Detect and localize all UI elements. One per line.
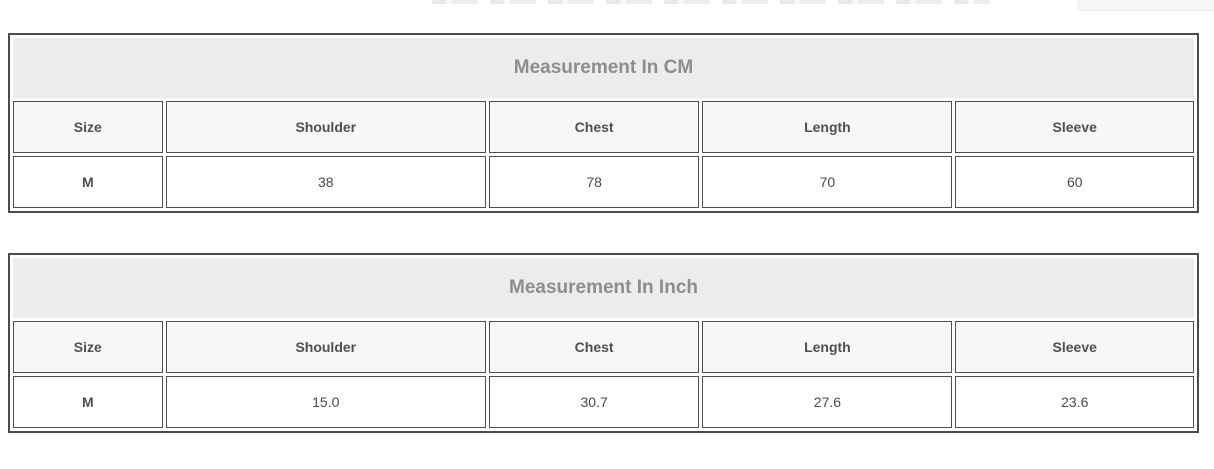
cell-sleeve-inch: 23.6 (955, 376, 1194, 428)
table-title-row (13, 258, 1194, 318)
cell-sleeve-cm: 60 (955, 156, 1194, 208)
table-header-row (13, 101, 1194, 153)
column-header-sleeve: Sleeve (955, 101, 1194, 153)
table-row (13, 376, 1194, 428)
table-title-inch: Measurement In Inch (13, 258, 1194, 318)
column-header-length: Length (702, 321, 952, 373)
cell-shoulder-cm: 38 (166, 156, 486, 208)
table-title-cm: Measurement In CM (13, 38, 1194, 98)
measurement-table-cm (8, 33, 1199, 213)
tables-spacer (8, 213, 1199, 253)
cell-length-inch: 27.6 (702, 376, 952, 428)
column-header-shoulder: Shoulder (166, 321, 486, 373)
column-header-size: Size (13, 321, 163, 373)
cell-size-m: M (13, 376, 163, 428)
cutoff-page-heading-remnant (432, 0, 990, 4)
column-header-chest: Chest (489, 101, 699, 153)
top-right-cutoff-element[interactable] (1077, 0, 1214, 11)
column-header-length: Length (702, 101, 952, 153)
table-title-row (13, 38, 1194, 98)
size-chart-content (8, 33, 1199, 433)
column-header-chest: Chest (489, 321, 699, 373)
column-header-size: Size (13, 101, 163, 153)
column-header-shoulder: Shoulder (166, 101, 486, 153)
cell-size-m: M (13, 156, 163, 208)
cell-length-cm: 70 (702, 156, 952, 208)
column-header-sleeve: Sleeve (955, 321, 1194, 373)
table-row (13, 156, 1194, 208)
measurement-table-inch (8, 253, 1199, 433)
table-header-row (13, 321, 1194, 373)
cell-chest-inch: 30.7 (489, 376, 699, 428)
cell-chest-cm: 78 (489, 156, 699, 208)
cell-shoulder-inch: 15.0 (166, 376, 486, 428)
